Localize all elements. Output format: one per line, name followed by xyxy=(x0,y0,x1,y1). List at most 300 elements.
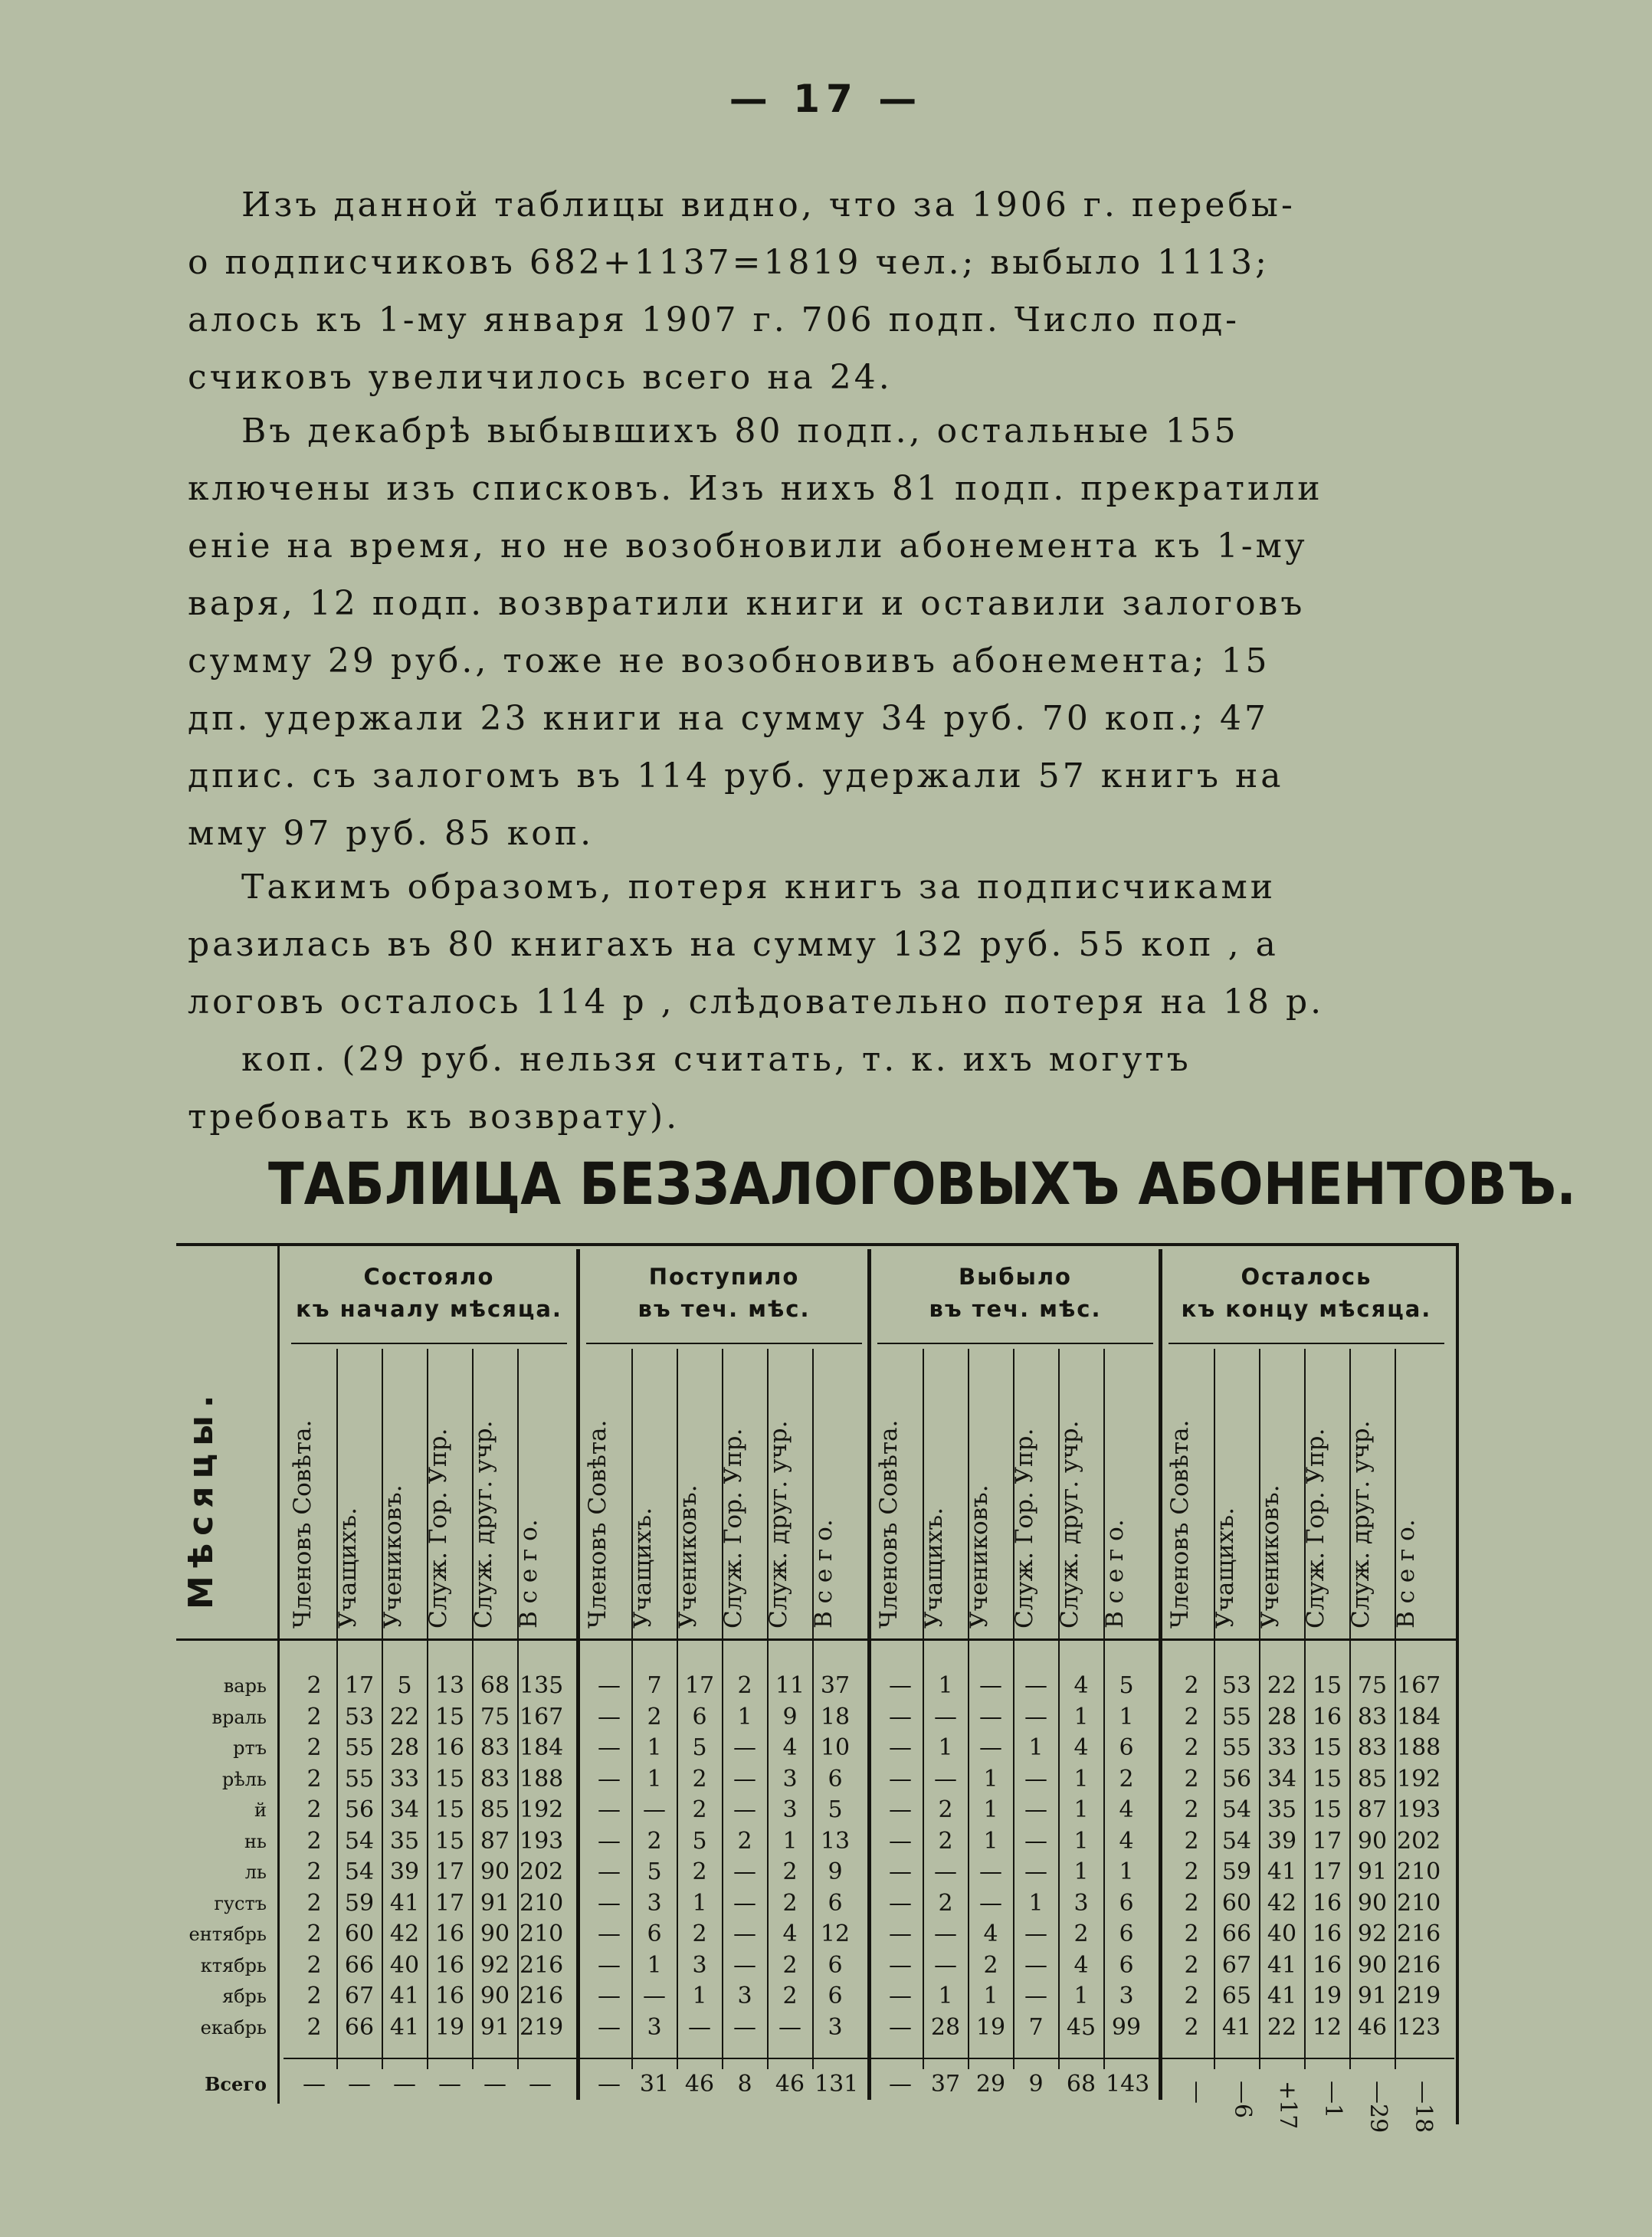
table-cell: 65 xyxy=(1221,1983,1252,2009)
table-cell: 1 xyxy=(647,1734,662,1761)
table-cell: 91 xyxy=(480,1890,510,1917)
table-cell: 60 xyxy=(344,1920,375,1947)
total-cell: — xyxy=(438,2071,461,2098)
table-cell: — xyxy=(598,1766,621,1793)
difference-cell xyxy=(1359,2081,1401,2142)
table-cell: 210 xyxy=(520,1920,564,1947)
table-cell: 54 xyxy=(1221,1796,1252,1823)
group-header-underline xyxy=(877,1343,1153,1344)
table-cell: 55 xyxy=(1221,1704,1252,1730)
text-line: дп. удержали 23 книги на сумму 34 руб. 70 коп.; 47 xyxy=(188,699,1270,738)
total-cell: — xyxy=(889,2071,912,2098)
table-cell: 90 xyxy=(1357,1952,1388,1979)
group-header-line1: Осталось xyxy=(1241,1264,1372,1290)
table-cell: 3 xyxy=(1073,1890,1089,1917)
text-line: мму 97 руб. 85 коп. xyxy=(188,814,595,853)
table-cell: 40 xyxy=(1267,1920,1297,1947)
paragraph-3 xyxy=(188,858,1429,1146)
table-title: ТАБЛИЦА БЕЗЗАЛОГОВЫХЪ АБОНЕНТОВЪ. xyxy=(268,1150,1577,1218)
subcolumn-separator xyxy=(631,1349,633,2069)
table-cell: 41 xyxy=(1221,2014,1252,2041)
table-cell: 42 xyxy=(389,1920,420,1947)
table-cell: — xyxy=(889,1920,912,1947)
table-cell: — xyxy=(733,1952,756,1979)
table-cell: 15 xyxy=(1312,1734,1342,1761)
table-cell: 2 xyxy=(1184,1704,1199,1730)
text-line: счиковъ увеличилось всего на 24. xyxy=(188,358,893,397)
total-cell: — xyxy=(529,2071,552,2098)
table-cell: — xyxy=(889,1890,912,1917)
subcolumn-header xyxy=(584,1353,630,1629)
table-cell: — xyxy=(934,1766,957,1793)
month-label: ябрь xyxy=(221,1986,267,2007)
table-cell: 28 xyxy=(389,1734,420,1761)
table-cell: 7 xyxy=(647,1672,662,1699)
difference-cell xyxy=(1405,2081,1446,2142)
table-right-rule xyxy=(1456,1243,1459,2124)
paragraph-1 xyxy=(188,176,1429,406)
subcolumn-header-text: Служ. Гор. Упр. xyxy=(424,1428,452,1629)
table-cell: 18 xyxy=(820,1704,851,1730)
table-cell: — xyxy=(979,1734,1002,1761)
table-cell: 12 xyxy=(820,1920,851,1947)
table-cell: 90 xyxy=(480,1858,510,1885)
table-cell: 1 xyxy=(1073,1704,1089,1730)
table-cell: — xyxy=(733,1766,756,1793)
table-cell: 2 xyxy=(306,1796,322,1823)
table-cell: 15 xyxy=(434,1828,465,1855)
group-header-line2: въ теч. мѣс. xyxy=(929,1296,1102,1322)
table-cell: — xyxy=(1024,1766,1047,1793)
months-header-text: Мѣсяцы. xyxy=(182,1387,221,1609)
table-cell: 17 xyxy=(344,1672,375,1699)
subcolumn-header xyxy=(1257,1353,1303,1629)
table-cell: 1 xyxy=(938,1983,953,2009)
table-cell: 188 xyxy=(1397,1734,1441,1761)
table-cell: 2 xyxy=(1184,1858,1199,1885)
table-cell: 5 xyxy=(1119,1672,1134,1699)
subcolumn-header xyxy=(379,1353,425,1629)
table-cell: 216 xyxy=(1397,1920,1441,1947)
table-cell: 16 xyxy=(434,1952,465,1979)
table-cell: — xyxy=(598,1858,621,1885)
table-cell: 45 xyxy=(1066,2014,1096,2041)
total-label: Всего xyxy=(205,2073,267,2095)
table-cell: 184 xyxy=(1397,1704,1441,1730)
table-cell: 10 xyxy=(820,1734,851,1761)
subcolumn-header-text: Служ. Гор. Упр. xyxy=(719,1428,747,1629)
total-cell: 29 xyxy=(975,2071,1006,2098)
table-cell: — xyxy=(934,1858,957,1885)
table-cell: 2 xyxy=(692,1796,707,1823)
table-cell: 192 xyxy=(520,1796,564,1823)
subcolumn-header xyxy=(765,1353,811,1629)
text-line: логовъ осталось 114 р , слѣдовательно потеря на 18 р. xyxy=(188,982,1325,1022)
table-cell: 68 xyxy=(480,1672,510,1699)
table-cell: 15 xyxy=(1312,1766,1342,1793)
subcolumn-header-text: Учениковъ. xyxy=(674,1484,702,1629)
table-cell: — xyxy=(1024,1796,1047,1823)
table-cell: — xyxy=(979,1858,1002,1885)
table-cell: 66 xyxy=(344,1952,375,1979)
table-cell: 123 xyxy=(1397,2014,1441,2041)
difference-value: +17 xyxy=(1274,2081,1301,2130)
table-cell: 2 xyxy=(782,1983,798,2009)
total-cell: 131 xyxy=(815,2071,859,2098)
table-cell: 2 xyxy=(782,1890,798,1917)
table-cell: 219 xyxy=(1397,1983,1441,2009)
table-cell: — xyxy=(934,1952,957,1979)
subcolumn-header-text: В с е г о. xyxy=(1392,1519,1420,1629)
subcolumn-header xyxy=(1302,1353,1348,1629)
table-cell: 219 xyxy=(520,2014,564,2041)
table-cell: 83 xyxy=(480,1766,510,1793)
table-cell: — xyxy=(778,2014,801,2041)
table-cell: 4 xyxy=(1073,1672,1089,1699)
total-cell: 31 xyxy=(639,2071,670,2098)
table-cell: 210 xyxy=(1397,1858,1441,1885)
group-header xyxy=(287,1261,571,1325)
group-header xyxy=(874,1261,1157,1325)
total-cell: 9 xyxy=(1028,2071,1044,2098)
month-label: екабрь xyxy=(200,2017,267,2039)
table-cell: — xyxy=(598,1890,621,1917)
table-cell: 2 xyxy=(782,1858,798,1885)
table-cell: 216 xyxy=(520,1983,564,2009)
subcolumn-header xyxy=(334,1353,380,1629)
table-cell: 1 xyxy=(1028,1890,1044,1917)
table-cell: 188 xyxy=(520,1766,564,1793)
table-cell: 17 xyxy=(434,1890,465,1917)
table-cell: 83 xyxy=(1357,1734,1388,1761)
table-cell: 6 xyxy=(1119,1952,1134,1979)
table-cell: 17 xyxy=(434,1858,465,1885)
month-label: густъ xyxy=(214,1893,267,1914)
month-label: рѣль xyxy=(221,1769,267,1790)
month-label: ртъ xyxy=(233,1737,267,1759)
table-cell: 5 xyxy=(692,1734,707,1761)
difference-cell xyxy=(1314,2081,1355,2142)
subcolumn-header-text: Учащихъ. xyxy=(629,1507,657,1629)
table-cell: 75 xyxy=(480,1704,510,1730)
total-cell: — xyxy=(303,2071,326,2098)
table-cell: 1 xyxy=(1073,1858,1089,1885)
table-cell: 3 xyxy=(737,1983,752,2009)
page-number: — 17 — xyxy=(729,77,923,121)
table-cell: 2 xyxy=(983,1952,998,1979)
table-cell: 2 xyxy=(782,1952,798,1979)
table-cell: 2 xyxy=(306,1734,322,1761)
subcolumn-header-text: Учащихъ. xyxy=(334,1507,362,1629)
table-cell: 2 xyxy=(938,1828,953,1855)
totals-rule xyxy=(284,2058,1454,2059)
table-cell: 3 xyxy=(1119,1983,1134,2009)
subcolumn-header xyxy=(1347,1353,1393,1629)
table-cell: 22 xyxy=(1267,1672,1297,1699)
table-cell: 34 xyxy=(1267,1766,1297,1793)
table-cell: 1 xyxy=(1119,1858,1134,1885)
table-cell: 210 xyxy=(520,1890,564,1917)
table-cell: 2 xyxy=(306,1920,322,1947)
table-cell: 87 xyxy=(1357,1796,1388,1823)
table-cell: 2 xyxy=(1184,2014,1199,2041)
difference-cell xyxy=(1269,2081,1310,2142)
table-cell: 46 xyxy=(1357,2014,1388,2041)
table-cell: — xyxy=(598,1796,621,1823)
table-cell: 92 xyxy=(480,1952,510,1979)
group-header-line1: Состояло xyxy=(363,1264,495,1290)
table-cell: — xyxy=(1024,1920,1047,1947)
table-cell: 2 xyxy=(306,2014,322,2041)
table-cell: — xyxy=(1024,1858,1047,1885)
group-header-underline xyxy=(1169,1343,1444,1344)
table-cell: 1 xyxy=(647,1766,662,1793)
table-cell: — xyxy=(1024,1828,1047,1855)
difference-value: —6 xyxy=(1229,2081,1256,2119)
subcolumn-header xyxy=(1211,1353,1257,1629)
table-cell: 6 xyxy=(828,1890,843,1917)
table-cell: 2 xyxy=(306,1828,322,1855)
table-cell: — xyxy=(598,1952,621,1979)
subcolumn-header-text: Членовъ Совѣта. xyxy=(289,1419,316,1629)
table-cell: 6 xyxy=(1119,1734,1134,1761)
table-cell: 2 xyxy=(1184,1890,1199,1917)
table-cell: 7 xyxy=(1028,2014,1044,2041)
table-cell: 9 xyxy=(782,1704,798,1730)
table-cell: 41 xyxy=(389,1890,420,1917)
table-cell: 1 xyxy=(983,1796,998,1823)
table-cell: 2 xyxy=(306,1890,322,1917)
table-cell: 99 xyxy=(1111,2014,1142,2041)
table-cell: 15 xyxy=(434,1796,465,1823)
subcolumn-header xyxy=(1392,1353,1438,1629)
table-cell: 16 xyxy=(1312,1920,1342,1947)
table-cell: 4 xyxy=(1119,1828,1134,1855)
table-cell: 12 xyxy=(1312,2014,1342,2041)
table-cell: 2 xyxy=(692,1858,707,1885)
table-cell: 1 xyxy=(647,1952,662,1979)
table-cell: 6 xyxy=(828,1952,843,1979)
difference-cell xyxy=(1224,2081,1265,2142)
difference-value: —1 xyxy=(1319,2081,1346,2119)
subcolumn-header xyxy=(1056,1353,1102,1629)
table-cell: 5 xyxy=(828,1796,843,1823)
table-cell: — xyxy=(1024,1983,1047,2009)
total-cell: 46 xyxy=(684,2071,715,2098)
table-cell: 9 xyxy=(828,1858,843,1885)
table-cell: 17 xyxy=(1312,1858,1342,1885)
table-cell: 2 xyxy=(306,1858,322,1885)
table-cell: 13 xyxy=(434,1672,465,1699)
subcolumn-header-text: В с е г о. xyxy=(810,1519,837,1629)
table-cell: 1 xyxy=(938,1734,953,1761)
group-separator xyxy=(867,1249,871,2100)
table-cell: 1 xyxy=(983,1828,998,1855)
subcolumn-separator xyxy=(382,1349,383,2069)
table-cell: — xyxy=(598,1672,621,1699)
text-line: Въ декабрѣ выбывшихъ 80 подп., остальные 155 xyxy=(241,412,1239,451)
table-cell: 59 xyxy=(1221,1858,1252,1885)
subcolumn-separator xyxy=(1395,1349,1396,2069)
table-cell: 5 xyxy=(397,1672,412,1699)
table-cell: 1 xyxy=(983,1766,998,1793)
paragraph-2 xyxy=(188,402,1429,862)
table-cell: 3 xyxy=(647,2014,662,2041)
subcolumn-header xyxy=(810,1353,856,1629)
table-cell: 39 xyxy=(1267,1828,1297,1855)
table-cell: — xyxy=(1024,1704,1047,1730)
table-cell: 2 xyxy=(938,1890,953,1917)
table-cell: 6 xyxy=(1119,1890,1134,1917)
table-cell: 13 xyxy=(820,1828,851,1855)
table-cell: 16 xyxy=(434,1734,465,1761)
text-line: требовать къ возврату). xyxy=(188,1097,680,1137)
table-cell: — xyxy=(1024,1672,1047,1699)
table-cell: 66 xyxy=(1221,1920,1252,1947)
month-label: ль xyxy=(244,1861,267,1883)
table-cell: 90 xyxy=(480,1983,510,2009)
table-cell: — xyxy=(598,1704,621,1730)
table-cell: 41 xyxy=(1267,1858,1297,1885)
subcolumn-header-text: Служ. друг. учр. xyxy=(1347,1420,1375,1629)
table-cell: — xyxy=(598,2014,621,2041)
table-cell: 41 xyxy=(1267,1983,1297,2009)
table-cell: — xyxy=(889,1796,912,1823)
months-separator xyxy=(277,1245,280,2104)
table-cell: 56 xyxy=(1221,1766,1252,1793)
table-cell: 1 xyxy=(1073,1828,1089,1855)
table-cell: 67 xyxy=(1221,1952,1252,1979)
table-cell: 3 xyxy=(782,1766,798,1793)
subcolumn-header xyxy=(629,1353,675,1629)
table-cell: 5 xyxy=(647,1858,662,1885)
table-cell: 193 xyxy=(520,1828,564,1855)
table-cell: 16 xyxy=(434,1983,465,2009)
subcolumn-header-text: Учениковъ. xyxy=(965,1484,993,1629)
group-separator xyxy=(576,1249,580,2100)
table-cell: 17 xyxy=(1312,1828,1342,1855)
table-cell: 2 xyxy=(1184,1983,1199,2009)
table-cell: 2 xyxy=(1184,1952,1199,1979)
subcolumn-header-text: Членовъ Совѣта. xyxy=(584,1419,611,1629)
table-cell: — xyxy=(688,2014,711,2041)
subcolumn-header xyxy=(965,1353,1011,1629)
table-cell: 2 xyxy=(737,1672,752,1699)
table-cell: — xyxy=(598,1983,621,2009)
table-cell: 2 xyxy=(938,1796,953,1823)
table-cell: 5 xyxy=(692,1828,707,1855)
table-cell: 39 xyxy=(389,1858,420,1885)
table-cell: 19 xyxy=(975,2014,1006,2041)
table-cell: 184 xyxy=(520,1734,564,1761)
total-cell: 143 xyxy=(1106,2071,1150,2098)
table-cell: 16 xyxy=(1312,1890,1342,1917)
subcolumn-header xyxy=(875,1353,921,1629)
table-cell: 54 xyxy=(344,1858,375,1885)
table-cell: 4 xyxy=(1073,1952,1089,1979)
subcolumn-header xyxy=(1166,1353,1212,1629)
table-cell: 54 xyxy=(344,1828,375,1855)
table-cell: 56 xyxy=(344,1796,375,1823)
table-cell: — xyxy=(889,1704,912,1730)
table-cell: 2 xyxy=(1184,1734,1199,1761)
table-cell: 210 xyxy=(1397,1890,1441,1917)
table-cell: — xyxy=(643,1983,666,2009)
table-cell: 4 xyxy=(1119,1796,1134,1823)
table-cell: 41 xyxy=(1267,1952,1297,1979)
subcolumn-header-text: Учащихъ. xyxy=(1211,1507,1239,1629)
table-cell: 90 xyxy=(1357,1828,1388,1855)
table-cell: — xyxy=(889,1828,912,1855)
table-cell: 2 xyxy=(1184,1672,1199,1699)
table-cell: — xyxy=(643,1796,666,1823)
table-cell: 15 xyxy=(434,1704,465,1730)
table-cell: — xyxy=(889,2014,912,2041)
table-cell: 54 xyxy=(1221,1828,1252,1855)
table-cell: 2 xyxy=(647,1704,662,1730)
table-cell: — xyxy=(979,1890,1002,1917)
table-cell: 11 xyxy=(775,1672,805,1699)
difference-cell xyxy=(1178,2081,1220,2142)
table-cell: 91 xyxy=(1357,1983,1388,2009)
group-header-underline xyxy=(291,1343,567,1344)
table-cell: — xyxy=(889,1983,912,2009)
total-cell: 46 xyxy=(775,2071,805,2098)
subcolumn-separator xyxy=(923,1349,924,2069)
table-cell: 216 xyxy=(520,1952,564,1979)
table-cell: 2 xyxy=(1184,1796,1199,1823)
text-line: коп. (29 руб. нельзя считать, т. к. ихъ могутъ xyxy=(241,1040,1191,1079)
table-cell: 2 xyxy=(306,1952,322,1979)
table-cell: 41 xyxy=(389,1983,420,2009)
table-cell: — xyxy=(598,1734,621,1761)
table-cell: 28 xyxy=(930,2014,961,2041)
header-bottom-rule xyxy=(176,1638,1456,1641)
subcolumn-header-text: Учениковъ. xyxy=(379,1484,407,1629)
subcolumn-header-text: В с е г о. xyxy=(515,1519,542,1629)
subcolumn-header-text: Учениковъ. xyxy=(1257,1484,1284,1629)
table-cell: 6 xyxy=(828,1983,843,2009)
table-cell: 15 xyxy=(1312,1796,1342,1823)
table-cell: 167 xyxy=(520,1704,564,1730)
subcolumn-separator xyxy=(1103,1349,1105,2069)
subcolumn-header xyxy=(515,1353,561,1629)
table-cell: — xyxy=(889,1766,912,1793)
table-cell: 60 xyxy=(1221,1890,1252,1917)
group-header-line2: къ началу мѣсяца. xyxy=(296,1296,562,1322)
group-header xyxy=(1165,1261,1448,1325)
table-top-rule xyxy=(176,1243,1456,1246)
table-cell: 85 xyxy=(1357,1766,1388,1793)
subcolumn-separator xyxy=(1214,1349,1215,2069)
text-line: алось къ 1-му января 1907 г. 706 подп. Число под- xyxy=(188,300,1241,339)
total-cell: — xyxy=(393,2071,416,2098)
text-line: еніе на время, но не возобновили абонемента къ 1-му xyxy=(188,526,1308,566)
table-cell: 42 xyxy=(1267,1890,1297,1917)
table-cell: 1 xyxy=(782,1828,798,1855)
table-cell: 90 xyxy=(1357,1890,1388,1917)
subcolumn-header xyxy=(1011,1353,1057,1629)
subcolumn-separator xyxy=(517,1349,519,2069)
table-cell: 2 xyxy=(692,1766,707,1793)
table-cell: 19 xyxy=(1312,1983,1342,2009)
table-cell: 193 xyxy=(1397,1796,1441,1823)
table-cell: — xyxy=(733,1796,756,1823)
subcolumn-header-text: Служ. друг. учр. xyxy=(470,1420,497,1629)
subcolumn-header-text: Служ. друг. учр. xyxy=(1056,1420,1083,1629)
subcolumn-separator xyxy=(968,1349,969,2069)
table-cell: 92 xyxy=(1357,1920,1388,1947)
